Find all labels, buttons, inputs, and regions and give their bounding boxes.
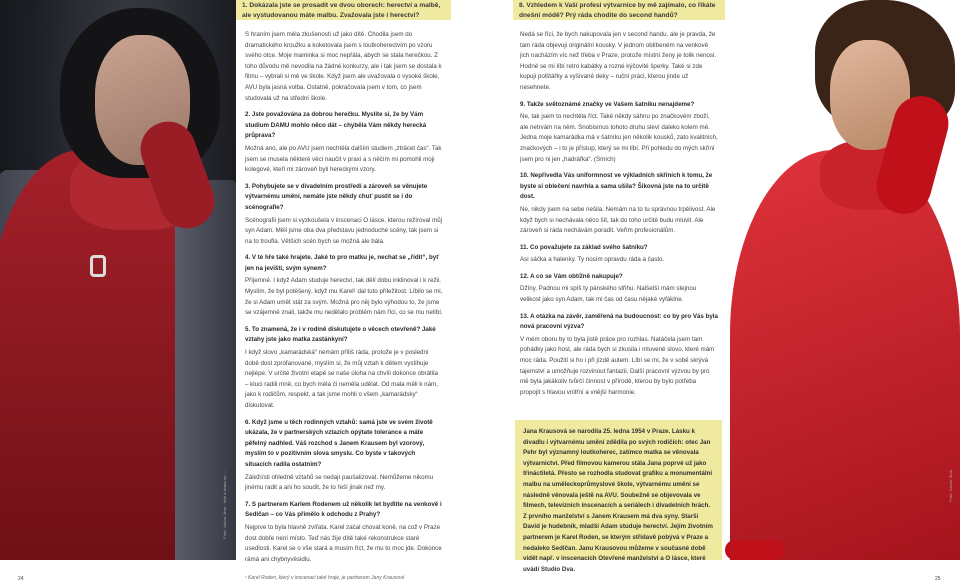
question-9: 9. Takže světoznámé značky ve Vašem šatníku nenajdeme? [520,100,695,108]
question-5: 5. To znamená, že i v rodině diskutujete o věcech otevřeně? Jaké vztahy jste jako matka zastánkyní? [245,325,436,344]
question-8: 8. Vzhledem k Vaší profesi výtvarnice by mě zajímalo, co říkáte dnešní módě? Prý ráda chodíte do second handů? [519,2,716,19]
answer-9: Ne, tak jsem to nechtěla říct. Také někdy sáhnu po značkovém zboží, ale netrvám na něm. Snobismus tohoto druhu sleví daleko kolem mě. Jedna moje kamarádka má v šatníku jen několik kousků, zato kvalitních, značkových – i to je přístup, který se mi líbí. Při pohledu do mých skříní jsem pro ni jen „hadrářka“. (Smích) [520,113,718,163]
question-13: 13. A otázka na závěr, zaměřená na budoucnost: co by pro Vás byla nová pracovní výzva? [520,312,718,331]
answer-1: S hraním jsem měla zkušenosti už jako dítě. Chodila jsem do dramatického kroužku a koketovala jsem s loutkoherectvím po vzoru svého otce. Moje maminka si moc nepřála, abych se stala herečkou. Z toho důvodu mě nevodila na žádné konkurzy, ale i tak jsem se dostala k filmu – vybrali si mě ve škole. Když jsem ale uvažovala o vysoké škole, AVU byla jasná volba. Ostatně, pokračovala jsem v tom, co jsem studovala už na střední škole. [245,31,442,102]
photo-credit-left: Foto: Václav Jirsa · Hair & make-up: ... [222,470,227,539]
article-column-2 [520,28,718,398]
photo-credit-right: Foto: Václav Jirsa [948,470,953,502]
answer-7: Nejprve to byla hlavně zvířata. Karel začal chovat koně, na což v Praze dost dobře není místo. Teď nás žije dítě také rekonstrukce staré usedlosti. Karel se o vše stará a musím říct, že mu to moc jde. Dokonce rámá ani chybnyvěsidlu. [245,523,442,563]
answer-3: Scénografii jsem si vyzkoušela v inscenaci O lásce, kterou režíroval můj syn Adam. Měli jsme oba dva představu jednoduché scény, tak jsem si na to troufla. Většich scén bych se možná ale bála. [245,216,443,245]
page-number-right: 25 [935,576,941,582]
answer-10: Ne, nikdy jsem na sebe nešila. Nemám na to tu správnou trpělivost. Ale když bych si nechávala něco šít, tak do toho určitě budu mluvit. Ale zároveň si ráda nechávám poradit. Veřím profesionálům. [520,205,716,235]
pendant-shape [90,255,106,277]
question-1: 1. Dokázala jste se prosadit ve dvou oborech: herectví a malbě, ale vystudovanou máte malbu. Zvažovala jste i herectví? [242,2,441,19]
question-6: 6. Když jsme u těch rodinných vztahů: samá jste ve svém životě ukázala, že v partnerských vztazích opýtate tolerance a máte pěfelný nadhled. Váš rozchod s Janem Krausem byl vzorový, myslím to v pozitivním slova smyslu. Co byste v takových situacích radila ostatním? [245,418,433,468]
answer-5: I když slovo „kamarádská“ nemám příliš ráda, protože je v poslední době dost zprofanované, myslím si, že můj vztah k dětem vystihuje nejlépe. V určité životní etapě se naše úloha na chvíli dokonce obrátila – kluci radili mně, co bych měla či neměla udělat. Od mala měli k nám, jako k rodičům, respekt, a tak jsme mohli o všem „kamarádsky“ diskutovat. [245,349,438,409]
question-12: 12. A co se Vám obtížně nakupuje? [520,272,623,280]
red-jacket-shape [730,150,960,560]
page-number-left: 24 [18,576,24,582]
portrait-photo-left [0,0,236,560]
article-column-1 [245,28,443,584]
question-4: 4. V té hře také hrajete. Jaké to pro matku je, nechat se „řídit“, byť jen na jevišti, svým synem? [245,254,440,272]
question-2: 2. Jste považována za dobrou herečku. Myslíte si, že by Vám studium DAMU mohlo něco dát – chyběla Vám někdy herecká průprava? [245,111,427,140]
portrait-photo-right [725,0,960,560]
question-7: 7. S partnerem Karlem Rodenem už několik let bydlíte na venkově i Sedlčan – co Vás přimělo k odchodu z Prahy? [245,500,442,519]
question-header-left [236,0,451,20]
question-11: 11. Co považujete za základ svého šatníku? [520,243,648,251]
footnote: ¹ Karel Roden, který v inscenaci také hraje, je partnerem Jany Krausové [245,575,405,582]
answer-4: Příjemné. I když Adam studuje herectví, tak dělí dobu inklinoval i k režii. Myslím, že byl potěšený, když mu Karel¹ dal tuto příležitost. Líbilo se mi, že si Adam umět stát za svým. Možná pro něj bylo výhodou to, že jsme se vzájemně znali, takže mu nedělalo problém nám říci, co se mu nelíbí. [245,277,443,317]
question-3: 3. Pohybujete se v divadelním prostředí a zároveň se věnujete výtvarnému umění, nemáte jste někdy chuť pustit se i do scénografie? [245,182,428,211]
question-header-right [513,0,725,20]
question-10: 10. Nepřivedla Vás uniformnost ve výkladních skříních k tomu, že byste si oblečení navrhla a sama ušila? Šikovná jste na to určitě dost. [520,172,713,201]
answer-13: V mém oboru by to byla jistě práce pro rozhlas. Natáčela jsem tam pohádky jako host, ale ráda bych si zkusila i mluvené slovo, které mám moc ráda. Použití si ho i při jízdě autem. Líbí se mi, že v sobě skrývá tajemství a umožňuje rozvinout fantazii. Další pracovní výzvou by pro mě byla jakákoliv tvůrčí činnost v přírodě, kterou by bylo potřeba propojit s hlavou vnitřní a vnější harmonie. [520,335,715,396]
glove-shape [725,540,785,560]
answer-8: Nedá se říci, že bych nakupovala jen v second handu, ale je pravda, že tam ráda objevuji originální kousky. V jednom oblíbeném na venkově jich nacházím víc než třeba v Praze, protože místní ženy je tolik nenosí. Hodně se mi líbí retro kabátky a rozné kýčovité šperky. Také si zde kupuji polštářky a vyšívané deky – ruční práci, kterou jinde už nesehnete. [520,31,717,91]
answer-2: Možná ano, ale po AVU jsem nechtěla dalším studiem „ztrácet čas“. Tak jsem se musela některé věci naučit v praxi a s něčím mi pomohli moji kolegové, kteří mi zároveň byli hereckými vzory. [245,144,442,174]
answer-6: Záleží/sti ohledně vztahů se nedají paušalizovat. Nemůžeme nikomu jinému radit a ani ho soudit, že to řeší jinak než my. [245,473,434,492]
answer-12: Džíny. Padnou mi spíš ty pánského střihu. Nalšetší mám stejnou velikost jako syn Adam, tak mi čas od času nějaké vyfáklne. [520,285,697,304]
answer-11: Asi sáčka a halenky. Ty nosím opravdu ráda a často. [520,256,665,264]
biography-box: Jana Krausová se narodila 25. ledna 1954 v Praze. Lásku k divadlu i výtvarnému umění zdědila po svých rodičích: otec Jan Pehr byl významný loutkoherec, zatímco matka se věnovala výtvarnictví. Před filmovou kamerou stála Jana poprvé už jako třináctiletá. Přesto se rozhodla studovat grafiku a monumentální malbu na uměleckoprůmyslové škole, výtvarnému umění se následně věnovala ještě na AVU. Soubežně se objevovala ve filmech, televizních inscenacích a seriálech i divadelních hrách. Z prvního manželství s Janem Krausem má dva syny. Starší David je hudebník, mladší Adam studuje herectví. Jejím životním partnerem je Karel Roden, se kterým střídavě pobývá v Praze a nedaleko Sedlčan. Janu Krausovou můžeme v současné době vidět např. v inscenacích Otevřené manželství a O lásce, které uvádí Studio Dva. [515,420,722,560]
